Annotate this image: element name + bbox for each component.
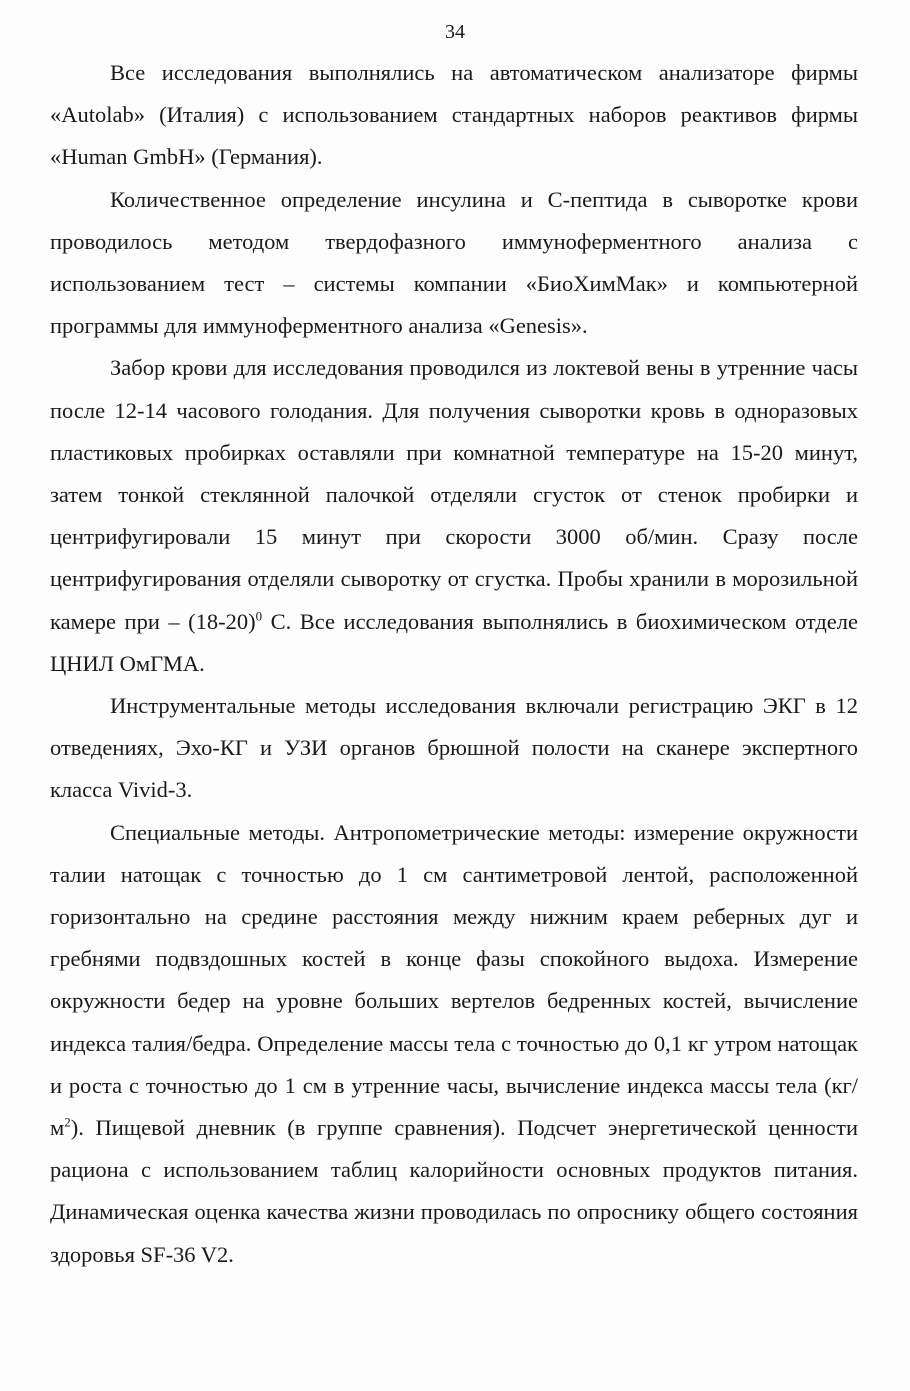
- superscript-squared: 2: [64, 1114, 71, 1130]
- paragraph-text-part: Специальные методы. Антропометрические методы: измерение окружности талии натощак с точностью до 1 см сантиметровой лентой, расположенной горизонтально на средине расстояния между нижним краем реберных дуг и гребнями подвздошных костей в конце фазы спокойного выдоха. Измерение окружности бедер на уровне больших вертелов бедренных костей, вычисление индекса талия/бедра. Определение массы тела с точностью до 0,1 кг утром натощак и роста с точностью до 1 см в утренние часы, вычисление индекса массы тела (кг/м: [50, 819, 858, 1141]
- paragraph-text-part: ). Пищевой дневник (в группе сравнения). Подсчет энергетической ценности рациона с использованием таблиц калорийности основных продуктов питания. Динамическая оценка качества жизни проводилась по опроснику общего состояния здоровья SF-36 V2.: [50, 1115, 858, 1267]
- paragraph-insulin-method: Количественное определение инсулина и С-пептида в сыворотке крови проводилось методом твердофазного иммуноферментного анализа с использованием тест – системы компании «БиоХимМак» и компьютерной программы для иммуноферментного анализа «Genesis».: [50, 186, 858, 339]
- page-number: 34: [445, 21, 465, 43]
- paragraph-text-part: Забор крови для исследования проводился из локтевой вены в утренние часы после 12-14 часового голодания. Для получения сыворотки кровь в одноразовых пластиковых пробирках оставляли при комнатной температуре на 15-20 минут, затем тонкой стеклянной палочкой отделяли сгусток от стенок пробирки и центрифугировали 15 минут при скорости 3000 об/мин. Сразу после центрифугирования отделяли сыворотку от сгустка. Пробы хранили в морозильной камере при – (18-20): [50, 355, 858, 634]
- paragraph-blood-sampling: [50, 347, 858, 685]
- superscript-degree: 0: [255, 608, 263, 624]
- paragraph-text-part: С. Все исследования выполнялись в биохимическом отделе ЦНИЛ ОмГМА.: [50, 608, 858, 676]
- paragraph-instrumental-methods: Инструментальные методы исследования включали регистрацию ЭКГ в 12 отведениях, Эхо-КГ и УЗИ органов брюшной полости на сканере экспертного класса Vivid-3.: [50, 693, 858, 803]
- paragraph-special-methods: [50, 812, 858, 1276]
- paragraph-equipment: Все исследования выполнялись на автоматическом анализаторе фирмы «Autolab» (Италия) с использованием стандартных наборов реактивов фирмы «Human GmbH» (Германия).: [50, 60, 858, 170]
- text-body: [50, 52, 858, 1276]
